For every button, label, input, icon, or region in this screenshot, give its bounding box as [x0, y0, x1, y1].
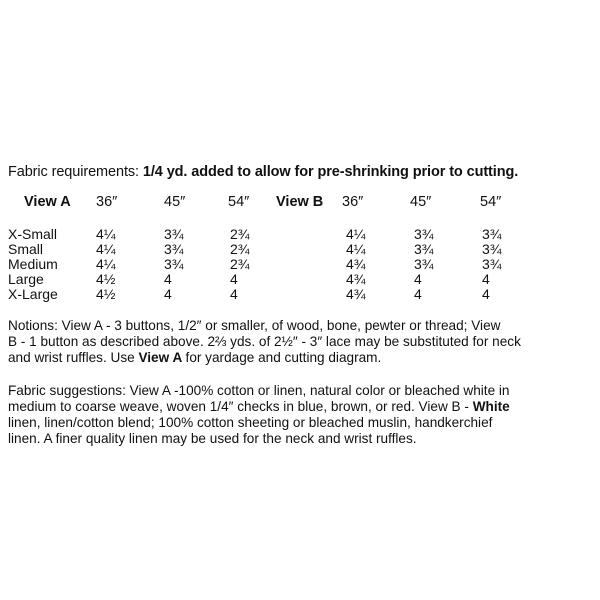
suggestions-text: medium to coarse weave, woven 1/4″ checks in blue, brown, or red. View B - — [8, 399, 473, 414]
size-label: X-Small — [8, 226, 58, 242]
suggestions-line: Fabric suggestions: View A -100% cotton or linen, natural color or bleached white in — [8, 383, 510, 398]
table-row — [0, 256, 600, 272]
table-cell: 4 — [230, 271, 238, 287]
table-cell: 4¼ — [96, 256, 116, 272]
suggestions-line — [8, 399, 594, 415]
table-cell: 3¾ — [482, 226, 502, 242]
table-cell: 3¾ — [164, 256, 184, 272]
table-cell: 4¼ — [96, 226, 116, 242]
notions-line — [8, 350, 594, 366]
table-cell: 4 — [414, 286, 422, 302]
notions-paragraph — [8, 318, 594, 366]
view-b-width-45: 45″ — [410, 194, 432, 210]
table-cell: 4¾ — [346, 286, 366, 302]
table-cell: 4¾ — [346, 271, 366, 287]
view-a-width-45: 45″ — [164, 194, 186, 210]
table-cell: 4½ — [96, 271, 116, 287]
table-cell: 4¼ — [96, 241, 116, 257]
view-b-width-54: 54″ — [480, 194, 502, 210]
view-b-label: View B — [276, 194, 324, 210]
notions-line: B - 1 button as described above. 2⅔ yds. of 2½″ - 3″ lace may be substituted for neck — [8, 334, 521, 349]
table-cell: 2¾ — [230, 256, 250, 272]
notions-emphasis: View A — [138, 350, 186, 365]
table-row — [0, 226, 600, 242]
suggestions-emphasis: White — [472, 399, 510, 414]
heading-emphasis: 1/4 yd. added to allow for pre-shrinking prior to cutting. — [142, 164, 519, 180]
size-label: Small — [8, 241, 44, 257]
table-row — [0, 271, 600, 287]
table-cell: 3¾ — [414, 226, 434, 242]
view-a-width-36: 36″ — [96, 194, 118, 210]
view-a-label: View A — [24, 194, 71, 210]
table-cell: 4 — [230, 286, 238, 302]
table-cell: 4 — [164, 271, 172, 287]
table-row — [0, 241, 600, 257]
notions-text: and wrist ruffles. Use — [8, 350, 139, 365]
table-cell: 3¾ — [414, 256, 434, 272]
table-cell: 3¾ — [482, 256, 502, 272]
view-b-width-36: 36″ — [342, 194, 364, 210]
table-cell: 4 — [482, 286, 490, 302]
notions-line: Notions: View A - 3 buttons, 1/2″ or smaller, of wood, bone, pewter or thread; View — [8, 318, 501, 333]
table-cell: 4 — [164, 286, 172, 302]
table-cell: 2¾ — [230, 226, 250, 242]
table-cell: 3¾ — [164, 226, 184, 242]
heading-label: Fabric requirements: — [8, 164, 143, 180]
size-label: Medium — [8, 256, 58, 272]
table-cell: 4 — [414, 271, 422, 287]
table-cell: 3¾ — [414, 241, 434, 257]
suggestions-line: linen. A finer quality linen may be used for the neck and wrist ruffles. — [8, 431, 417, 446]
table-cell: 4¼ — [346, 226, 366, 242]
table-cell: 4¼ — [346, 241, 366, 257]
view-a-width-54: 54″ — [228, 194, 250, 210]
table-cell: 3¾ — [164, 241, 184, 257]
fabric-suggestions-paragraph — [8, 383, 594, 447]
table-cell: 4¾ — [346, 256, 366, 272]
notions-text: for yardage and cutting diagram. — [185, 350, 382, 365]
fabric-requirements-heading — [8, 164, 518, 180]
size-label: Large — [8, 271, 44, 287]
table-cell: 2¾ — [230, 241, 250, 257]
table-cell: 4 — [482, 271, 490, 287]
suggestions-line: linen, linen/cotton blend; 100% cotton sheeting or bleached muslin, handkerchief — [8, 415, 493, 430]
size-label: X-Large — [8, 286, 58, 302]
table-cell: 3¾ — [482, 241, 502, 257]
table-row — [0, 286, 600, 302]
table-cell: 4½ — [96, 286, 116, 302]
